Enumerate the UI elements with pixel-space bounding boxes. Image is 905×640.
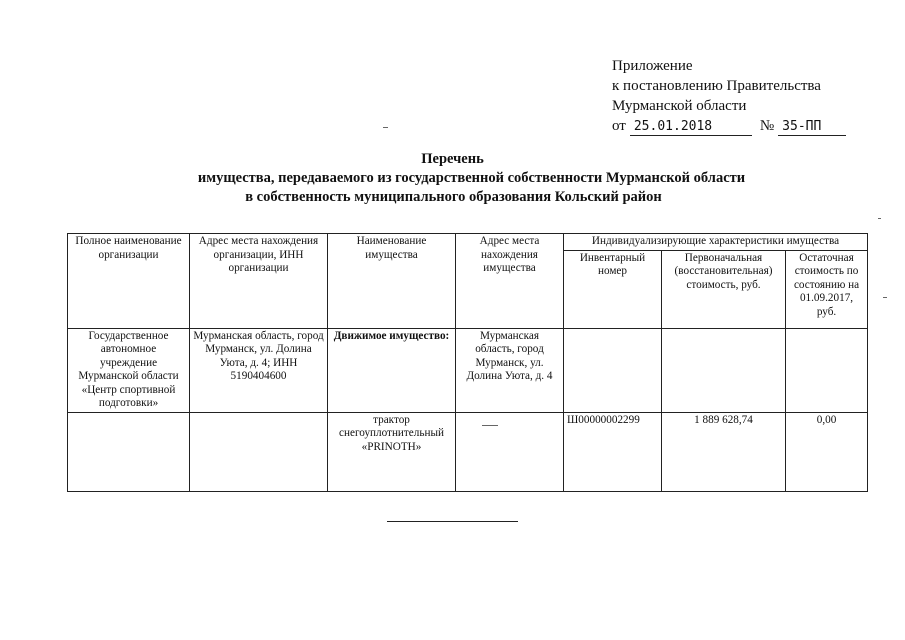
header-property-address: Адрес места нахождения имущества <box>456 234 564 329</box>
title-line-2: имущества, передаваемого из государственной собственности Мурманской области <box>197 170 746 186</box>
approval-line-2: к постановлению Правительства <box>612 78 821 94</box>
cell-empty <box>662 328 786 412</box>
approval-date-line <box>612 116 846 136</box>
cell-item-inventory: Ш00000002299 <box>564 412 662 491</box>
table-row-organization <box>68 328 868 412</box>
approval-number-sign: № <box>759 118 775 134</box>
cell-empty <box>564 328 662 412</box>
scan-speck <box>482 425 498 426</box>
cell-item-initial-cost: 1 889 628,74 <box>662 412 786 491</box>
cell-item-name: трактор снегоуплотнительный «PRINOTH» <box>328 412 456 491</box>
closing-rule <box>387 521 518 522</box>
cell-item-residual-cost: 0,00 <box>786 412 868 491</box>
header-org-name: Полное наименование организации <box>68 234 190 329</box>
cell-property-address: Мурманская область, город Мурманск, ул. Долина Уюта, д. 4 <box>456 328 564 412</box>
header-inventory: Инвентарный номер <box>564 250 662 328</box>
document-title <box>0 150 905 207</box>
header-characteristics-group: Индивидуализирующие характеристики имущества <box>564 234 868 251</box>
header-property-name: Наименование имущества <box>328 234 456 329</box>
approval-number: 35-ПП <box>778 119 846 136</box>
cell-property-category: Движимое имущество: <box>328 328 456 412</box>
property-table <box>67 233 868 492</box>
title-line-3: в собственность муниципального образования Кольский район <box>245 189 662 205</box>
scan-speck <box>878 218 881 219</box>
scan-speck <box>383 127 388 128</box>
table-row-item <box>68 412 868 491</box>
header-org-address: Адрес места нахождения организации, ИНН организации <box>190 234 328 329</box>
cell-empty <box>786 328 868 412</box>
cell-empty <box>456 412 564 491</box>
scan-speck <box>883 297 887 298</box>
approval-line-1: Приложение <box>612 58 693 74</box>
title-line-1: Перечень <box>421 151 484 167</box>
approval-from-label: от <box>612 118 626 134</box>
header-residual-cost: Остаточная стоимость по состоянию на 01.09.2017, руб. <box>786 250 868 328</box>
header-row-1 <box>68 234 868 251</box>
cell-empty <box>68 412 190 491</box>
approval-line-3: Мурманской области <box>612 98 747 114</box>
cell-empty <box>190 412 328 491</box>
approval-date: 25.01.2018 <box>630 119 752 136</box>
header-initial-cost: Первоначальная (восстановительная) стоимость, руб. <box>662 250 786 328</box>
approval-block <box>612 56 846 136</box>
cell-org-address: Мурманская область, город Мурманск, ул. Долина Уюта, д. 4; ИНН 5190404600 <box>190 328 328 412</box>
cell-org-name: Государственное автономное учреждение Мурманской области «Центр спортивной подготовки» <box>68 328 190 412</box>
